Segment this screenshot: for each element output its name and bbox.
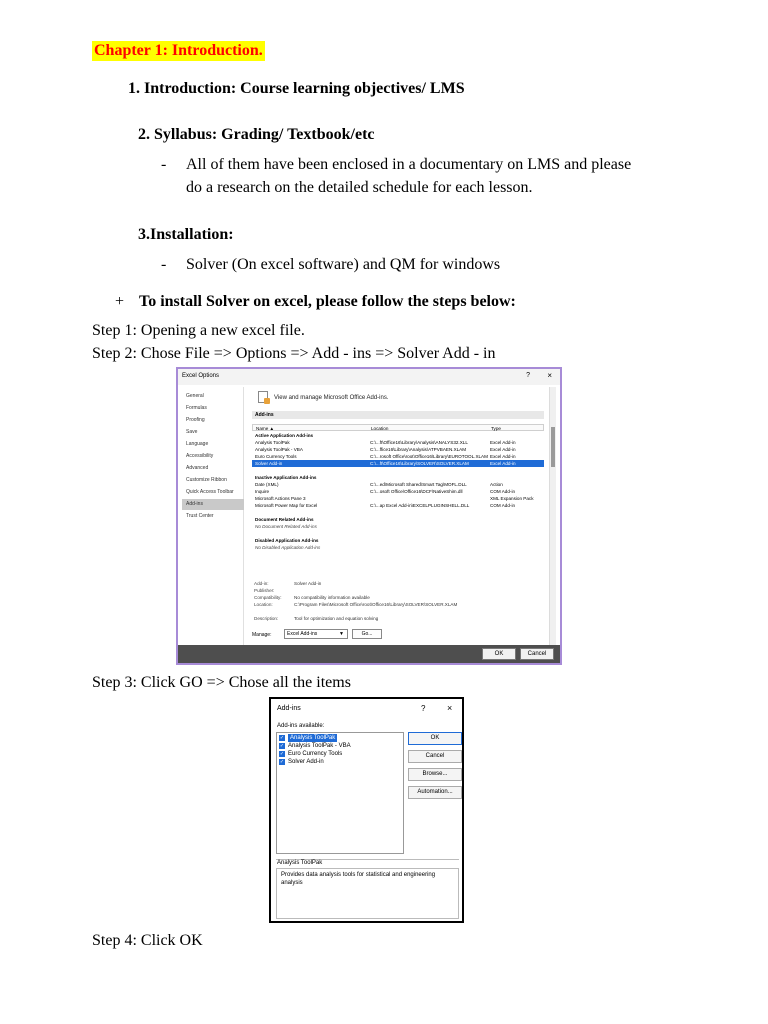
table-header xyxy=(252,424,544,431)
manage-label: Manage: xyxy=(252,632,272,638)
chevron-down-icon: ▼ xyxy=(339,631,344,637)
sidebar-item-quick-access-toolbar[interactable]: Quick Access Toolbar xyxy=(186,489,234,495)
table-row xyxy=(252,530,544,537)
cell-location: C:\...ffice16\Library\Analysis\ATPVBAEN.XLAM xyxy=(370,447,467,452)
step-4: Step 4: Click OK xyxy=(92,932,203,949)
item-installation: 3.Installation: xyxy=(138,226,234,243)
sidebar-item-customize-ribbon[interactable]: Customize Ribbon xyxy=(186,477,227,483)
section-title: Add-ins xyxy=(252,411,544,419)
table-group-header xyxy=(252,516,544,523)
cell-name: Inactive Application Add-ins xyxy=(255,475,317,480)
table-row xyxy=(252,544,544,551)
install-heading: To install Solver on excel, please follow the steps below: xyxy=(139,293,516,310)
table-group-header xyxy=(252,432,544,439)
excel-options-dialog xyxy=(176,367,562,665)
scrollbar-thumb[interactable] xyxy=(551,427,555,467)
sidebar-item-save[interactable]: Save xyxy=(186,429,198,435)
table-row[interactable] xyxy=(252,460,544,467)
sidebar-item-proofing[interactable]: Proofing xyxy=(186,417,205,423)
sidebar-item-accessibility[interactable]: Accessibility xyxy=(186,453,214,459)
description-title: Analysis ToolPak xyxy=(277,860,323,866)
cell-location: C:\...ap Excel Add-in\EXCELPLUGINSHELL.DLL xyxy=(370,503,470,508)
automation-button[interactable]: Automation... xyxy=(408,786,462,799)
table-row[interactable] xyxy=(252,502,544,509)
table-row[interactable] xyxy=(252,495,544,502)
list-item-label: Analysis ToolPak xyxy=(290,735,336,741)
table-group-header xyxy=(252,474,544,481)
sidebar-item-advanced[interactable]: Advanced xyxy=(186,465,209,471)
table-group-header xyxy=(252,537,544,544)
cell-name: Disabled Application Add-ins xyxy=(255,538,319,543)
cell-name: Active Application Add-ins xyxy=(255,433,314,438)
detail-label: Add-in: xyxy=(254,581,269,586)
close-icon[interactable]: × xyxy=(447,703,453,713)
detail-value: Tool for optimization and equation solving xyxy=(294,616,379,621)
addins-icon xyxy=(258,391,268,403)
column-type[interactable]: Type xyxy=(491,426,501,431)
cell-name: Document Related Add-ins xyxy=(255,517,314,522)
list-item-label: Analysis ToolPak - VBA xyxy=(288,743,351,749)
detail-label: Description: xyxy=(254,616,279,621)
detail-value: No compatibility information available xyxy=(294,595,370,600)
cell-location: C:\...ed\Microsoft Shared\Smart Tag\MOFL.DLL xyxy=(370,482,467,487)
cell-location: C:\...osoft Office\Office16\DCF\NativeShim.dll xyxy=(370,489,463,494)
browse-button[interactable]: Browse... xyxy=(408,768,462,781)
list-item[interactable] xyxy=(279,750,399,758)
syllabus-bullet-line1: All of them have been enclosed in a documentary on LMS and please xyxy=(186,156,632,173)
cell-name: Euro Currency Tools xyxy=(255,454,297,459)
panel-header: View and manage Microsoft Office Add-ins. xyxy=(274,395,389,401)
table-row xyxy=(252,523,544,530)
cell-type: COM Add-in xyxy=(490,503,516,508)
go-button[interactable]: Go... xyxy=(352,629,382,639)
cell-name: Analysis ToolPak xyxy=(255,440,290,445)
checkbox-icon[interactable]: ✓ xyxy=(279,751,285,757)
list-item[interactable] xyxy=(279,734,399,742)
cell-type: Excel Add-in xyxy=(490,461,516,466)
checkbox-icon[interactable]: ✓ xyxy=(279,735,285,741)
detail-label: Publisher: xyxy=(254,588,275,593)
sidebar-item-general[interactable]: General xyxy=(186,393,204,399)
step-1: Step 1: Opening a new excel file. xyxy=(92,322,305,339)
detail-value: C:\Program Files\Microsoft Office\root\Office16\Library\SOLVER\SOLVER.XLAM xyxy=(294,602,458,607)
detail-value: Solver Add-in xyxy=(294,581,322,586)
checkbox-icon[interactable]: ✓ xyxy=(279,759,285,765)
cell-type: XML Expansion Pack xyxy=(490,496,534,501)
step-2: Step 2: Chose File => Options => Add - ins => Solver Add - in xyxy=(92,345,496,362)
dialog-title: Add-ins xyxy=(277,705,301,712)
addins-list[interactable] xyxy=(276,732,404,854)
list-item-label: Solver Add-in xyxy=(288,759,324,765)
cell-type: Excel Add-in xyxy=(490,440,516,445)
chapter-heading: Chapter 1: Introduction. xyxy=(94,42,263,59)
close-icon[interactable]: × xyxy=(547,371,552,380)
manage-select[interactable] xyxy=(284,629,348,639)
cancel-button[interactable]: Cancel xyxy=(520,648,554,660)
cell-name: No Document Related Add-ins xyxy=(255,524,317,529)
cell-type: Excel Add-in xyxy=(490,447,516,452)
cell-type: Action xyxy=(490,482,503,487)
checkbox-icon[interactable]: ✓ xyxy=(279,743,285,749)
sidebar-item-formulas[interactable]: Formulas xyxy=(186,405,207,411)
cell-name: Analysis ToolPak - VBA xyxy=(255,447,303,452)
cell-location: C:\...rosoft Office\root\Office16\Library\EUROTOOL.XLAM xyxy=(370,454,488,459)
detail-label: Location: xyxy=(254,602,273,607)
cell-name: Microsoft Power Map for Excel xyxy=(255,503,318,508)
cell-location: C:\...ft\Office16\Library\SOLVER\SOLVER.XLAM xyxy=(370,461,469,466)
options-sidebar xyxy=(182,387,244,645)
cell-name: Date (XML) xyxy=(255,482,279,487)
item-introduction: 1. Introduction: Course learning objectives/ LMS xyxy=(128,80,465,97)
cell-type: COM Add-in xyxy=(490,489,516,494)
help-icon[interactable]: ? xyxy=(421,704,426,713)
sidebar-item-trust-center[interactable]: Trust Center xyxy=(186,513,214,519)
scrollbar[interactable] xyxy=(549,387,556,645)
cell-name: No Disabled Application Add-ins xyxy=(255,545,321,550)
list-item-label: Euro Currency Tools xyxy=(288,751,343,757)
dialog-footer xyxy=(178,645,560,663)
table-row[interactable] xyxy=(252,488,544,495)
dialog-title: Excel Options xyxy=(182,373,220,379)
installation-bullet: Solver (On excel software) and QM for windows xyxy=(186,256,501,273)
syllabus-bullet-line2: do a research on the detailed schedule for each lesson. xyxy=(186,179,533,196)
title-bar xyxy=(178,369,560,385)
column-location[interactable]: Location xyxy=(371,426,389,431)
cell-name: Inquire xyxy=(255,489,270,494)
table-row[interactable] xyxy=(252,439,544,446)
table-row[interactable] xyxy=(252,446,544,453)
bullet-dash: - xyxy=(161,156,167,173)
help-icon[interactable]: ? xyxy=(526,372,530,379)
cell-type: Excel Add-in xyxy=(490,454,516,459)
sidebar-item-language[interactable]: Language xyxy=(186,441,209,447)
step-3: Step 3: Click GO => Chose all the items xyxy=(92,674,351,691)
item-syllabus: 2. Syllabus: Grading/ Textbook/etc xyxy=(138,126,375,143)
addins-panel xyxy=(244,387,546,645)
table-row[interactable] xyxy=(252,453,544,460)
sidebar-item-add-ins[interactable]: Add-ins xyxy=(182,499,244,510)
addins-dialog xyxy=(269,697,464,923)
manage-select-value: Excel Add-ins xyxy=(287,631,318,637)
list-item[interactable] xyxy=(279,758,399,766)
column-name[interactable]: Name ▲ xyxy=(256,426,275,431)
available-label: Add-ins available: xyxy=(277,723,325,729)
cancel-button[interactable]: Cancel xyxy=(408,750,462,763)
cell-name: Microsoft Actions Pane 3 xyxy=(255,496,306,501)
bullet-plus: + xyxy=(115,293,125,310)
bullet-dash: - xyxy=(161,256,167,273)
cell-location: C:\...ft\Office16\Library\Analysis\ANALYS32.XLL xyxy=(370,440,468,445)
table-row[interactable] xyxy=(252,481,544,488)
cell-name: Solver Add-in xyxy=(255,461,283,466)
description-box: Provides data analysis tools for statistical and engineering analysis xyxy=(276,868,459,919)
ok-button[interactable]: OK xyxy=(482,648,516,660)
list-item[interactable] xyxy=(279,742,399,750)
table-row xyxy=(252,509,544,516)
table-row xyxy=(252,467,544,474)
ok-button[interactable]: OK xyxy=(408,732,462,745)
detail-label: Compatibility: xyxy=(254,595,282,600)
